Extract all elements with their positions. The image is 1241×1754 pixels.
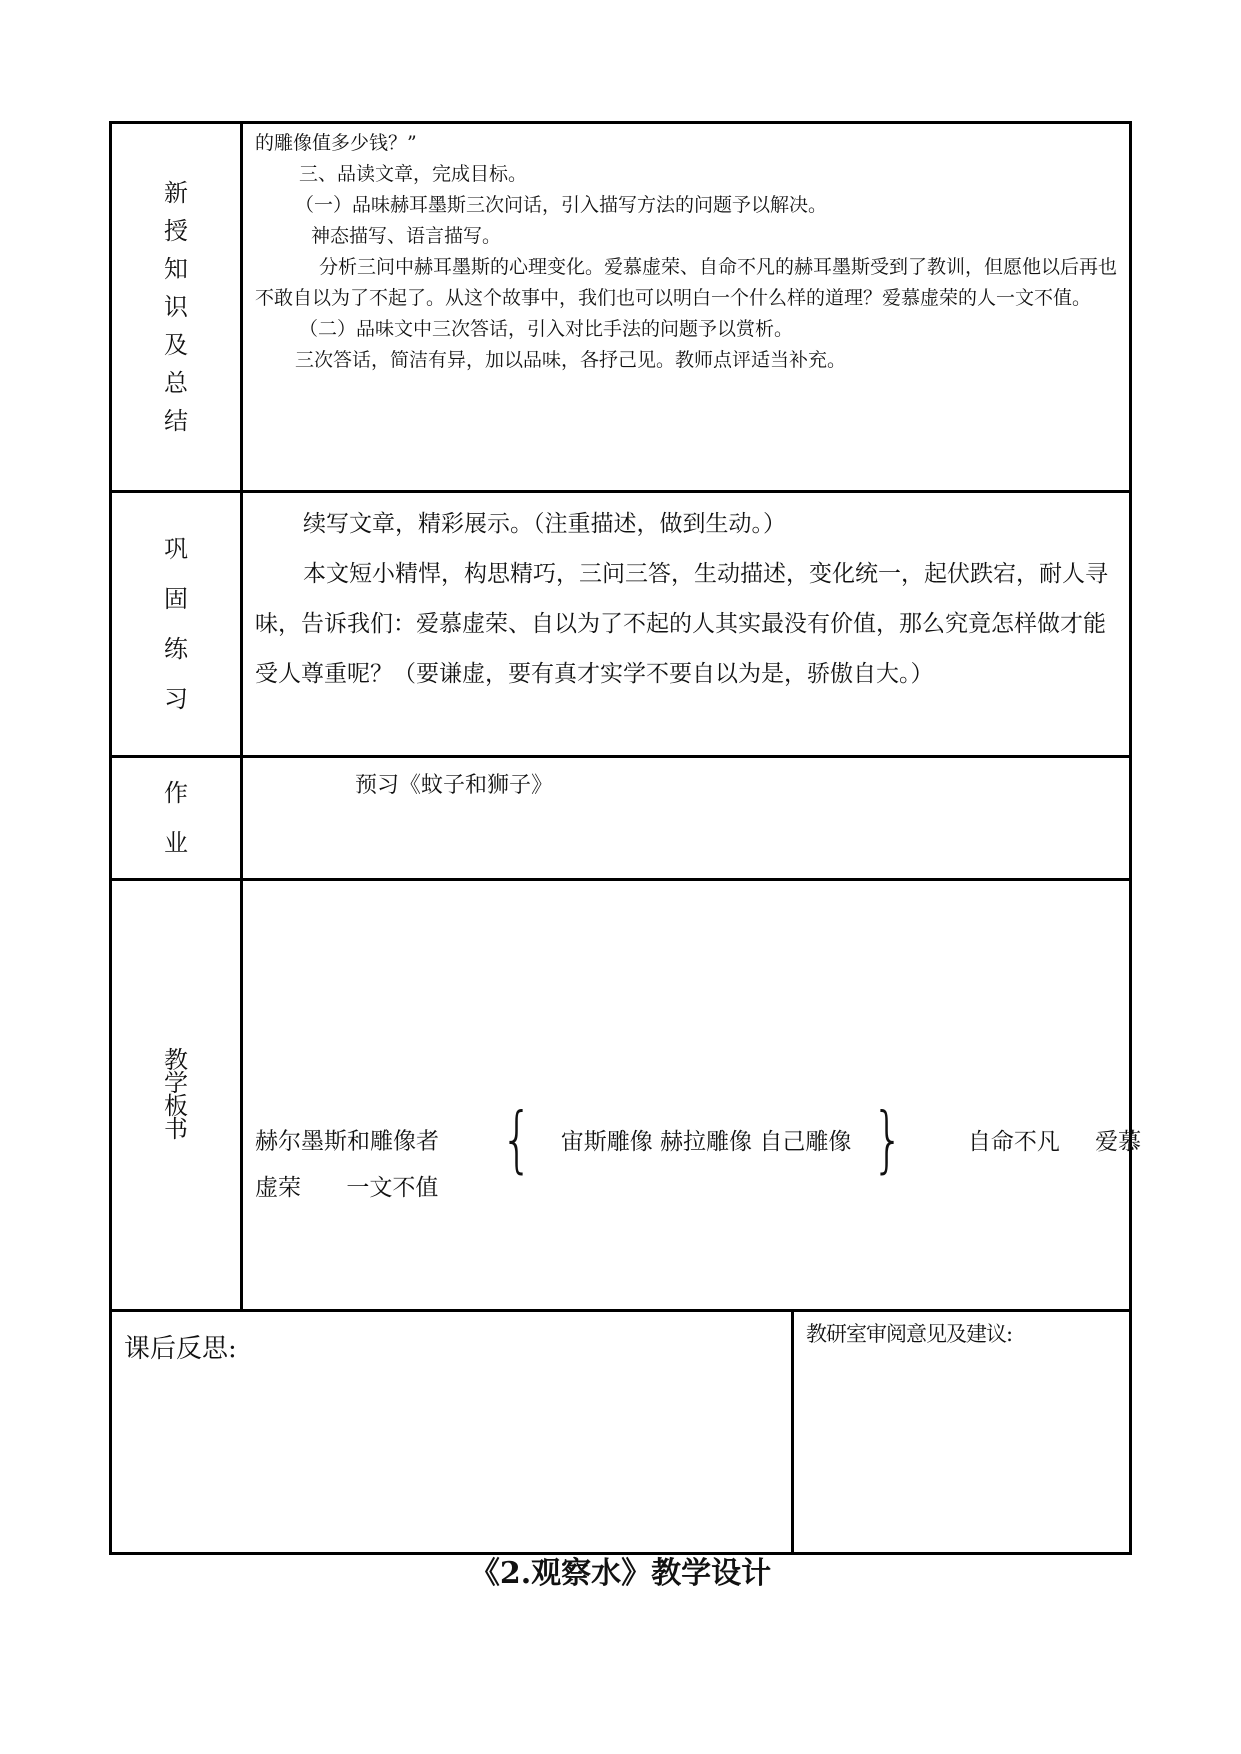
label-char: 授 (164, 217, 188, 245)
new-knowledge-row (111, 123, 1131, 492)
label-char: 总 (164, 369, 188, 397)
paragraph: 的雕像值多少钱？” (255, 132, 417, 154)
board-conclusion-b: 爱慕 (1095, 1128, 1142, 1155)
left-brace: { (500, 1097, 533, 1181)
board-label-cell (111, 880, 242, 1311)
label-char: 练 (164, 635, 188, 663)
homework-label-cell (111, 757, 242, 880)
paragraph: 分析三问中赫耳墨斯的心理变化。爱慕虚荣、自命不凡的赫耳墨斯受到了教训，但愿他以后再也不敢自以为了不起了。从这个故事中，我们也可以明白一个什么样的道理？爱慕虚荣的人一文不值。 (255, 256, 1118, 309)
lesson-plan-table (109, 121, 1142, 1555)
board-content (243, 881, 1142, 1309)
right-brace: } (871, 1097, 904, 1181)
label-char: 结 (164, 407, 188, 435)
paragraph: （一）品味赫耳墨斯三次问话，引入描写方法的问题予以解决。 (295, 194, 828, 216)
review-cell (793, 1311, 1131, 1554)
practice-content-cell (242, 492, 1131, 757)
label-char: 知 (164, 255, 188, 283)
practice-content (243, 493, 1129, 699)
document-title: 《2.观察水》教学设计 (469, 1556, 772, 1591)
board-conclusion-d: 一文不值 (346, 1175, 439, 1201)
practice-row (111, 492, 1131, 757)
board-content-cell (242, 880, 1142, 1311)
label-char: 书 (164, 1115, 188, 1143)
board-line-2 (255, 1169, 438, 1202)
label-char: 作 (164, 779, 188, 807)
board-conclusion-c: 虚荣 (255, 1175, 301, 1201)
new-knowledge-content (243, 124, 1129, 376)
homework-text: 预习《蚊子和狮子》 (355, 773, 554, 798)
label-char: 新 (164, 179, 188, 207)
paragraph: （二）品味文中三次答话，引入对比手法的问题予以赏析。 (299, 318, 794, 340)
label-char: 及 (164, 331, 188, 359)
reflection-row (111, 1311, 1131, 1554)
board-line-1 (255, 1097, 1142, 1181)
label-char: 学 (164, 1069, 188, 1097)
board-label (112, 881, 240, 1309)
homework-content-cell (242, 757, 1131, 880)
reflection-label: 课后反思: (124, 1334, 237, 1364)
label-char: 板 (164, 1092, 188, 1120)
new-knowledge-label (112, 124, 240, 490)
new-knowledge-label-cell (111, 123, 242, 492)
label-char: 业 (164, 829, 188, 857)
paragraph: 三次答话，简洁有异，加以品味，各抒己见。教师点评适当补充。 (295, 349, 847, 371)
paragraph: 本文短小精悍，构思精巧，三问三答，生动描述，变化统一，起伏跌宕，耐人寻味，告诉我们：爱慕虚荣、自以为了不起的人其实最没有价值，那么究竟怎样做才能受人尊重呢？（要谦虚，要有真才实学不要自以为是，骄傲自大。） (255, 561, 1108, 687)
paragraph: 续写文章，精彩展示。（注重描述，做到生动。） (303, 511, 786, 537)
label-char: 教 (164, 1046, 188, 1074)
practice-label (112, 493, 240, 755)
new-knowledge-content-cell (242, 123, 1131, 492)
label-char: 固 (164, 585, 188, 613)
board-items: 宙斯雕像 赫拉雕像 自己雕像 (560, 1128, 852, 1155)
board-title: 赫尔墨斯和雕像者 (255, 1128, 439, 1155)
board-conclusion-a: 自命不凡 (967, 1128, 1060, 1155)
reflection-cell (111, 1311, 793, 1554)
practice-label-cell (111, 492, 242, 757)
review-label: 教研室审阅意见及建议: (806, 1322, 1013, 1346)
homework-label (112, 758, 240, 878)
paragraph: 三、品读文章，完成目标。 (299, 163, 528, 185)
homework-row (111, 757, 1131, 880)
label-char: 习 (164, 685, 188, 713)
label-char: 识 (164, 293, 188, 321)
board-row (111, 880, 1131, 1311)
paragraph: 神态描写、语言描写。 (311, 225, 502, 247)
label-char: 巩 (164, 535, 188, 563)
